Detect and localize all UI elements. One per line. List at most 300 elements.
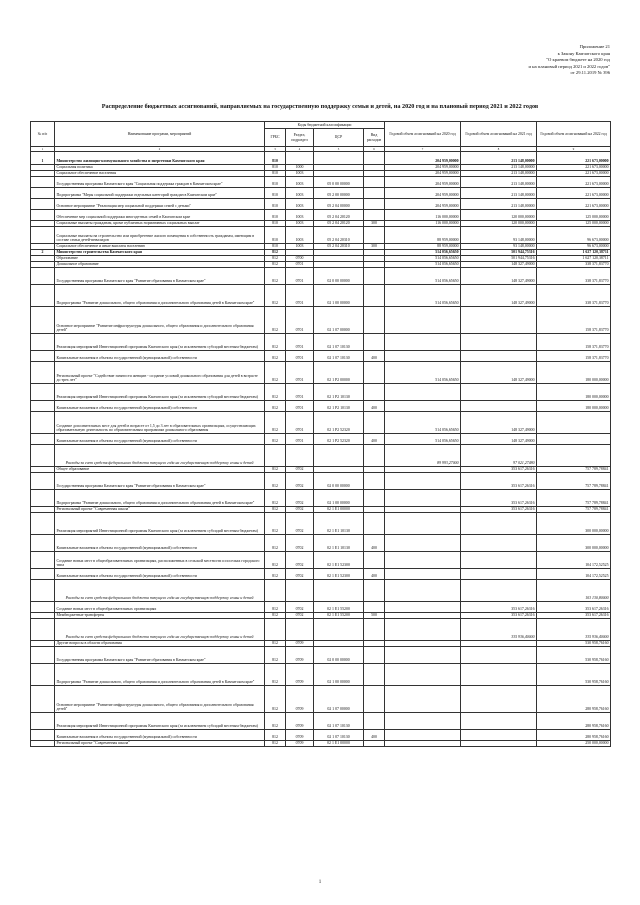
row-section: 0702 — [286, 507, 314, 513]
row-grbs — [265, 580, 286, 602]
row-section: 0701 — [286, 307, 314, 334]
appendix-line-2: к Закону Камчатского края — [557, 50, 610, 56]
table-row — [31, 619, 611, 641]
row-csr: 02 1 P2 10130 — [314, 401, 364, 412]
row-2022 — [537, 445, 611, 467]
header-name: Наименование программ, мероприятий — [55, 122, 265, 147]
row-number — [31, 445, 55, 467]
row-grbs: 812 — [265, 641, 286, 647]
column-number: 1 — [31, 147, 55, 152]
row-number — [31, 434, 55, 445]
row-2021 — [461, 580, 537, 602]
row-vr — [364, 227, 385, 244]
row-2020: 514 056,65650 — [385, 256, 461, 262]
column-number: 9 — [537, 147, 611, 152]
row-section: 0702 — [286, 613, 314, 619]
row-number: 2 — [31, 250, 55, 256]
row-2020: 204 959,00000 — [385, 171, 461, 177]
row-csr: 02 1 07 10130 — [314, 334, 364, 351]
row-section: 1003 — [286, 177, 314, 188]
table-row — [31, 268, 611, 285]
table-row — [31, 227, 611, 244]
table-row — [31, 741, 611, 747]
row-grbs: 810 — [265, 210, 286, 221]
row-2021: 148 327,49000 — [461, 268, 537, 285]
header-vr: Вид расходов — [364, 129, 385, 147]
row-2021: 148 327,49000 — [461, 412, 537, 434]
row-section: 0702 — [286, 467, 314, 473]
row-vr: 300 — [364, 244, 385, 250]
row-2020 — [385, 384, 461, 401]
row-2020 — [385, 602, 461, 613]
row-number — [31, 401, 55, 412]
row-2020: 89 993,27000 — [385, 445, 461, 467]
table-row — [31, 513, 611, 535]
row-2020 — [385, 307, 461, 334]
row-2022: 757 789,78841 — [537, 507, 611, 513]
row-section: 1003 — [286, 210, 314, 221]
column-number: 5 — [314, 147, 364, 152]
row-2020: 204 959,00000 — [385, 199, 461, 210]
row-2022: 96 673,00000 — [537, 227, 611, 244]
row-name: Подпрограмма "Развитие дошкольного, общего образования и дополнительного образования детей в Камчатском крае" — [55, 490, 265, 507]
row-vr: 400 — [364, 535, 385, 552]
row-csr: 05 2 04 20120 — [314, 221, 364, 227]
table-row — [31, 307, 611, 334]
row-section: 0701 — [286, 351, 314, 362]
table-row — [31, 384, 611, 401]
budget-table — [30, 121, 611, 747]
row-csr: 02 1 P2 52320 — [314, 412, 364, 434]
row-vr — [364, 686, 385, 713]
row-csr: 05 2 00 00000 — [314, 188, 364, 199]
row-2021: 353 617,26316 — [461, 507, 537, 513]
row-vr — [364, 580, 385, 602]
row-name: Социальные выплаты гражданам, кроме публичных нормативных социальных выплат — [55, 221, 265, 227]
row-2022: 338 371,83770 — [537, 268, 611, 285]
row-grbs: 810 — [265, 244, 286, 250]
row-2021: 213 148,00000 — [461, 165, 537, 171]
row-name: Государственная программа Камчатского края "Развитие образования в Камчатском крае" — [55, 268, 265, 285]
row-number — [31, 307, 55, 334]
row-2021: 353 617,26316 — [461, 613, 537, 619]
row-vr: 400 — [364, 351, 385, 362]
row-2020: 204 959,00000 — [385, 177, 461, 188]
row-2021: 148 327,49000 — [461, 285, 537, 307]
row-2020 — [385, 619, 461, 641]
row-number: 1 — [31, 152, 55, 165]
row-vr — [364, 664, 385, 686]
row-section: 0709 — [286, 647, 314, 664]
row-name: Создание новых мест в общеобразовательных организациях, расположенных в сельской местности и поселках городского типа — [55, 552, 265, 569]
row-2021: 335 936,40000 — [461, 619, 537, 641]
table-row — [31, 686, 611, 713]
row-vr — [364, 647, 385, 664]
table-row — [31, 177, 611, 188]
row-2021: 148 327,49000 — [461, 362, 537, 384]
row-section: 0709 — [286, 664, 314, 686]
row-vr — [364, 552, 385, 569]
row-number — [31, 210, 55, 221]
header-codes-group: Коды бюджетной классификации — [265, 122, 385, 129]
row-section: 0701 — [286, 334, 314, 351]
row-grbs: 812 — [265, 647, 286, 664]
row-section: 0701 — [286, 262, 314, 268]
row-2021 — [461, 307, 537, 334]
row-2022: 104 172,52525 — [537, 552, 611, 569]
row-2022: 353 617,26316 — [537, 602, 611, 613]
row-section: 1003 — [286, 227, 314, 244]
table-row — [31, 334, 611, 351]
row-vr: 400 — [364, 434, 385, 445]
row-grbs: 812 — [265, 268, 286, 285]
appendix-block — [410, 44, 610, 77]
row-2021 — [461, 713, 537, 730]
table-row — [31, 580, 611, 602]
row-grbs — [265, 445, 286, 467]
row-2020 — [385, 730, 461, 741]
row-name: Капитальные вложения в объекты государственной (муниципальной) собственности — [55, 351, 265, 362]
row-name: Межбюджетные трансферты — [55, 613, 265, 619]
row-2020: 116 000,00000 — [385, 210, 461, 221]
row-csr: 02 1 E1 52300 — [314, 552, 364, 569]
row-2021: 213 148,00000 — [461, 171, 537, 177]
header-section: Раздел, подраздел — [286, 129, 314, 147]
table-row — [31, 351, 611, 362]
row-vr — [364, 362, 385, 384]
row-name: Министерство строительства Камчатского края — [55, 250, 265, 256]
row-2022: 250 000,00000 — [537, 741, 611, 747]
appendix-line-4: и на плановый период 2021 и 2022 годов" — [528, 63, 610, 69]
row-number — [31, 664, 55, 686]
row-2022: 158 371,83770 — [537, 307, 611, 334]
row-csr — [314, 619, 364, 641]
row-2020: 514 056,65650 — [385, 250, 461, 256]
row-grbs: 810 — [265, 199, 286, 210]
header-grbs: ГРБС — [265, 129, 286, 147]
row-csr: 02 1 07 00000 — [314, 686, 364, 713]
row-csr — [314, 580, 364, 602]
table-row — [31, 412, 611, 434]
row-2021 — [461, 351, 537, 362]
row-name: Основное мероприятие "Реализация мер социальной поддержки семей с детьми" — [55, 199, 265, 210]
row-2021: 501 944,75316 — [461, 250, 537, 256]
table-row — [31, 473, 611, 490]
row-section — [286, 152, 314, 165]
row-2022: 180 000,00000 — [537, 384, 611, 401]
table-row — [31, 602, 611, 613]
row-vr — [364, 307, 385, 334]
row-number — [31, 285, 55, 307]
row-2022: 530 958,76160 — [537, 641, 611, 647]
row-2022: 158 371,83770 — [537, 334, 611, 351]
row-2022: 338 371,83770 — [537, 285, 611, 307]
row-number — [31, 686, 55, 713]
row-vr — [364, 513, 385, 535]
row-name: Региональный проект "Современная школа" — [55, 507, 265, 513]
row-grbs: 810 — [265, 152, 286, 165]
row-2021: 97 021,27480 — [461, 445, 537, 467]
row-2021 — [461, 384, 537, 401]
row-2022: 221 673,00000 — [537, 165, 611, 171]
table-body — [31, 152, 611, 747]
row-name: Образование — [55, 256, 265, 262]
row-section: 0701 — [286, 434, 314, 445]
row-2021: 120 000,00000 — [461, 210, 537, 221]
row-2021 — [461, 552, 537, 569]
row-number — [31, 384, 55, 401]
row-vr — [364, 285, 385, 307]
row-section: 1003 — [286, 199, 314, 210]
row-vr — [364, 713, 385, 730]
row-2022: 300 000,00000 — [537, 513, 611, 535]
row-csr: 02 1 P2 10130 — [314, 384, 364, 401]
row-section: 0709 — [286, 713, 314, 730]
row-2022: 280 958,76160 — [537, 713, 611, 730]
row-vr — [364, 384, 385, 401]
row-csr — [314, 445, 364, 467]
row-csr: 02 0 00 00000 — [314, 473, 364, 490]
row-name: Создание новых мест в общеобразовательных организациях — [55, 602, 265, 613]
row-section: 0702 — [286, 473, 314, 490]
column-number: 3 — [265, 147, 286, 152]
row-2021: 93 148,00000 — [461, 244, 537, 250]
table-row — [31, 730, 611, 741]
row-number — [31, 602, 55, 613]
row-section: 0701 — [286, 362, 314, 384]
row-2020 — [385, 647, 461, 664]
table-row — [31, 552, 611, 569]
table-row — [31, 535, 611, 552]
row-grbs: 812 — [265, 473, 286, 490]
row-csr: 05 2 04 20310 — [314, 227, 364, 244]
row-2022: 96 673,00000 — [537, 244, 611, 250]
table-row — [31, 152, 611, 165]
row-2020: 514 056,65650 — [385, 412, 461, 434]
appendix-line-3: "О краевом бюджете на 2020 год — [546, 57, 610, 63]
row-number — [31, 619, 55, 641]
row-section — [286, 445, 314, 467]
row-name: Социальное обеспечение населения — [55, 171, 265, 177]
row-2022: 335 936,40000 — [537, 619, 611, 641]
row-number — [31, 535, 55, 552]
row-grbs: 812 — [265, 552, 286, 569]
row-2021 — [461, 535, 537, 552]
row-name: Капитальные вложения в объекты государственной (муниципальной) собственности — [55, 569, 265, 580]
row-section: 0702 — [286, 490, 314, 507]
appendix-line-1: Приложение 21 — [579, 44, 610, 49]
row-2021 — [461, 513, 537, 535]
row-csr: 02 1 E1 00000 — [314, 507, 364, 513]
row-2022: 221 673,00000 — [537, 152, 611, 165]
row-2020 — [385, 552, 461, 569]
row-2021 — [461, 569, 537, 580]
row-grbs: 812 — [265, 569, 286, 580]
row-grbs: 812 — [265, 334, 286, 351]
row-grbs: 812 — [265, 256, 286, 262]
row-section: 1003 — [286, 244, 314, 250]
row-section: 1003 — [286, 188, 314, 199]
row-number — [31, 647, 55, 664]
row-grbs: 812 — [265, 285, 286, 307]
row-section: 0700 — [286, 256, 314, 262]
column-number: 4 — [286, 147, 314, 152]
row-2021 — [461, 647, 537, 664]
row-vr — [364, 473, 385, 490]
row-csr: 02 1 00 00000 — [314, 490, 364, 507]
row-2021: 353 617,26316 — [461, 602, 537, 613]
row-vr: 400 — [364, 730, 385, 741]
row-grbs: 810 — [265, 177, 286, 188]
row-2021 — [461, 334, 537, 351]
row-name: Другие вопросы в области образования — [55, 641, 265, 647]
row-name: Капитальные вложения в объекты государственной (муниципальной) собственности — [55, 434, 265, 445]
column-number: 7 — [385, 147, 461, 152]
row-name: Дошкольное образование — [55, 262, 265, 268]
row-vr — [364, 268, 385, 285]
row-2020: 514 056,65650 — [385, 268, 461, 285]
row-vr — [364, 177, 385, 188]
row-number — [31, 580, 55, 602]
row-number — [31, 268, 55, 285]
row-grbs: 810 — [265, 165, 286, 171]
row-name: Обеспечение мер социальной поддержки многодетных семей в Камчатском крае — [55, 210, 265, 221]
row-number — [31, 177, 55, 188]
row-2020: 116 000,00000 — [385, 221, 461, 227]
column-number: 6 — [364, 147, 385, 152]
row-csr: 02 1 07 00000 — [314, 307, 364, 334]
row-grbs: 810 — [265, 171, 286, 177]
row-2021: 353 617,26316 — [461, 473, 537, 490]
row-number — [31, 730, 55, 741]
row-vr — [364, 188, 385, 199]
row-2020 — [385, 401, 461, 412]
table-row — [31, 199, 611, 210]
row-name: Расходы за счет средств федерального бюджета текущего года на государственную поддержку семьи и детей — [55, 619, 265, 641]
row-section: 0709 — [286, 741, 314, 747]
row-2022: 221 673,00000 — [537, 177, 611, 188]
row-number — [31, 713, 55, 730]
row-2022 — [537, 434, 611, 445]
header-2020: Годовой объем ассигнований на 2020 год — [385, 122, 461, 147]
row-2022: 530 958,76160 — [537, 664, 611, 686]
row-2022: 1 627 120,38711 — [537, 250, 611, 256]
row-2022: 338 371,83770 — [537, 262, 611, 268]
row-vr — [364, 490, 385, 507]
table-row — [31, 434, 611, 445]
row-section: 0701 — [286, 412, 314, 434]
row-csr: 02 1 E1 55200 — [314, 602, 364, 613]
row-section: 0709 — [286, 686, 314, 713]
row-2021 — [461, 664, 537, 686]
row-csr: 02 1 07 10130 — [314, 713, 364, 730]
row-vr — [364, 412, 385, 434]
row-name: Расходы за счет средств федерального бюджета текущего года на государственную поддержку семьи и детей — [55, 580, 265, 602]
row-2022: 221 673,00000 — [537, 199, 611, 210]
row-csr: 02 1 P2 52320 — [314, 434, 364, 445]
row-grbs: 812 — [265, 602, 286, 613]
row-2022: 180 000,00000 — [537, 401, 611, 412]
row-name: Основное мероприятие "Развитие инфраструктуры дошкольного, общего образования и дополнительного образования детей" — [55, 307, 265, 334]
row-number — [31, 351, 55, 362]
row-section: 1003 — [286, 221, 314, 227]
row-name: Общее образование — [55, 467, 265, 473]
row-number — [31, 199, 55, 210]
row-name: Социальное обеспечение и иные выплаты населению — [55, 244, 265, 250]
row-2022: 530 958,76160 — [537, 647, 611, 664]
document-title: Распределение бюджетных ассигнований, направляемых на государственную поддержку семьи и детей, на 2020 год и на плановый период 2021 и 2022 годов — [101, 103, 539, 110]
row-grbs: 812 — [265, 250, 286, 256]
row-name: Подпрограмма "Меры социальной поддержки отдельных категорий граждан в Камчатском крае" — [55, 188, 265, 199]
row-2020 — [385, 351, 461, 362]
row-number — [31, 490, 55, 507]
row-name: Региональный проект "Содействие занятости женщин - создание условий дошкольного образования для детей в возрасте до трех лет" — [55, 362, 265, 384]
row-2022: 757 789,78841 — [537, 467, 611, 473]
row-2022: 103 130,80000 — [537, 580, 611, 602]
row-grbs: 812 — [265, 741, 286, 747]
row-2022: 125 000,00000 — [537, 221, 611, 227]
table-row — [31, 362, 611, 384]
row-2022: 353 617,26316 — [537, 613, 611, 619]
column-number: 2 — [55, 147, 265, 152]
row-2022: 757 789,78841 — [537, 490, 611, 507]
row-name: Подпрограмма "Развитие дошкольного, общего образования и дополнительного образования детей в Камчатском крае" — [55, 285, 265, 307]
row-2020: 514 056,65650 — [385, 362, 461, 384]
row-section — [286, 580, 314, 602]
row-2022: 180 000,00000 — [537, 362, 611, 384]
row-vr — [364, 602, 385, 613]
row-2021: 213 148,00000 — [461, 177, 537, 188]
row-2021: 501 944,75316 — [461, 256, 537, 262]
row-section: 0702 — [286, 535, 314, 552]
table-row — [31, 713, 611, 730]
row-2021: 213 148,00000 — [461, 152, 537, 165]
row-name: Государственная программа Камчатского края "Социальная поддержка граждан в Камчатском крае" — [55, 177, 265, 188]
row-grbs: 812 — [265, 362, 286, 384]
row-2022: 158 371,83770 — [537, 351, 611, 362]
row-vr: 400 — [364, 401, 385, 412]
row-2021: 213 148,00000 — [461, 199, 537, 210]
row-2020 — [385, 741, 461, 747]
row-2020: 514 056,65650 — [385, 434, 461, 445]
row-2020: 204 959,00000 — [385, 165, 461, 171]
row-2020: 514 056,65650 — [385, 285, 461, 307]
row-csr: 05 0 00 00000 — [314, 177, 364, 188]
row-2020 — [385, 686, 461, 713]
row-grbs: 812 — [265, 401, 286, 412]
row-2020 — [385, 713, 461, 730]
row-number — [31, 227, 55, 244]
row-grbs: 812 — [265, 730, 286, 741]
row-vr — [364, 199, 385, 210]
row-csr: 02 1 P2 00000 — [314, 362, 364, 384]
row-2021: 93 148,00000 — [461, 227, 537, 244]
row-name: Региональный проект "Современная школа" — [55, 741, 265, 747]
row-grbs: 812 — [265, 513, 286, 535]
header-2022: Годовой объем ассигнований на 2022 год — [537, 122, 611, 147]
row-section — [286, 619, 314, 641]
row-grbs — [265, 619, 286, 641]
row-name: Государственная программа Камчатского края "Развитие образования в Камчатском крае" — [55, 647, 265, 664]
row-csr: 02 1 E1 52300 — [314, 569, 364, 580]
row-name: Министерство жилищно-коммунального хозяйства и энергетики Камчатского края — [55, 152, 265, 165]
row-csr: 02 1 E1 10130 — [314, 535, 364, 552]
row-2021: 148 327,49000 — [461, 262, 537, 268]
column-number: 8 — [461, 147, 537, 152]
row-section: 0701 — [286, 285, 314, 307]
row-csr: 02 0 00 00000 — [314, 268, 364, 285]
table-row — [31, 285, 611, 307]
